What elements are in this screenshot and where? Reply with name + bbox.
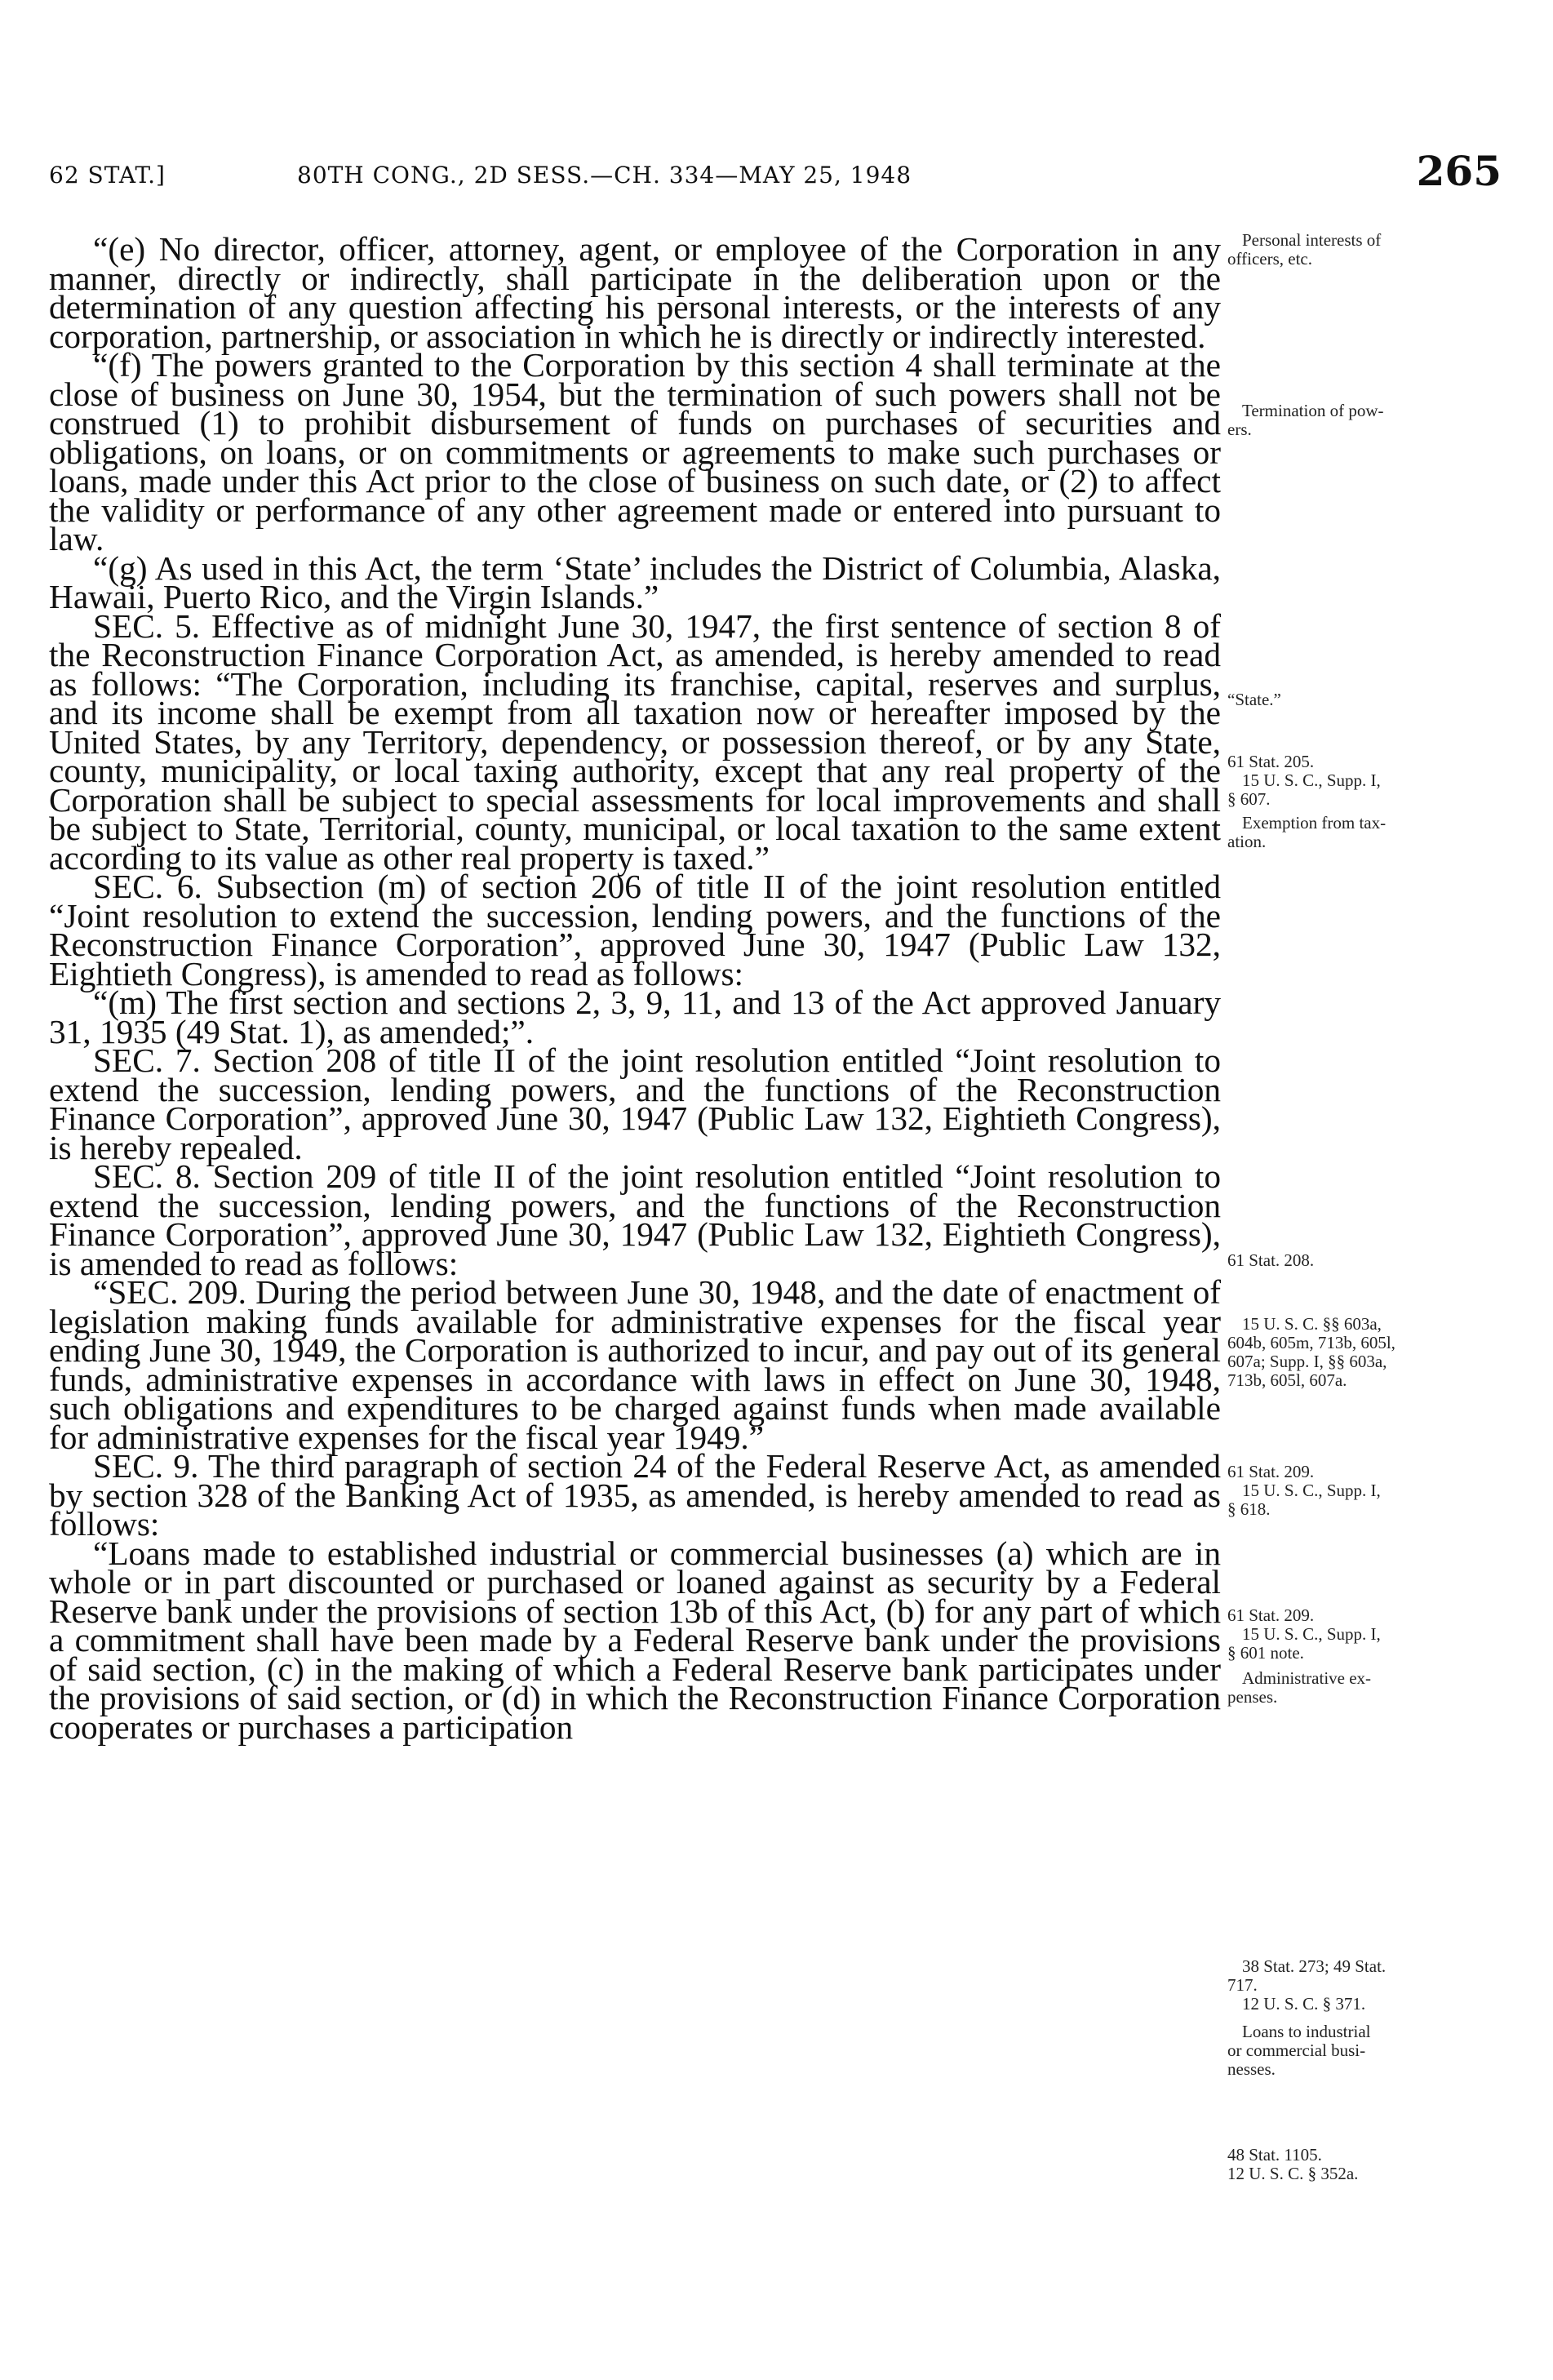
subsection-m-text: “(m) The first section and sections 2, 3, 9, 11, and 13 of the Act approved January 31, 1935 (49 Stat. 1), as amended;”. — [49, 984, 1221, 1050]
paragraph-4f-termination: “(f) The powers granted to the Corporation by this section 4 shall terminate at the close of business on June 30, 1954, but the termination of such powers shall not be construed (1) to prohibit disbursement of funds on purchases of securities and obligations, on loans, or on commitments or agreements to make such purchases or loans, made under this Act prior to the close of business on such date, or (2) to affect the validity or performance of any other agreement made or entered into pursuant to law. — [49, 346, 1221, 557]
margin-note-citation-sec5: 61 Stat. 205. 15 U. S. C., Supp. I, § 607. — [1227, 752, 1381, 809]
statute-body — [49, 230, 1221, 1746]
section-7-repeal: SEC. 7. Section 208 of title II of the joint resolution entitled “Joint resolution to extend the succession, lending powers, and the functions of the Reconstruction Finance Corporation”, approved June 30, 1947 (Public Law 132, Eightieth Congress), is hereby repealed. — [49, 1041, 1221, 1166]
page-header — [49, 122, 1502, 195]
margin-note-termination: Termination of pow- ers. — [1227, 401, 1384, 439]
paragraph-4g-state-definition: “(g) As used in this Act, the term ‘State’ includes the District of Columbia, Alaska, Hawaii, Puerto Rico, and the Virgin Islands.” — [49, 548, 1221, 615]
margin-note-administrative: Administrative ex- penses. — [1227, 1668, 1372, 1707]
statute-volume: 62 STAT.] — [49, 162, 166, 189]
session-chapter-date: 80TH CONG., 2D SESS.—CH. 334—MAY 25, 1948 — [297, 162, 912, 189]
margin-note-loans: Loans to industrial or commercial busi- nesses. — [1227, 2022, 1371, 2079]
paragraph-4e-conflict-of-interest: “(e) No director, officer, attorney, agent, or employee of the Corporation in any manner, directly or indirectly, shall participate in the deliberation upon or the determination of any question affecting his personal interests, or the interests of any corporation, partnership, or association in which he is directly or indirectly interested. — [49, 230, 1221, 355]
margin-note-state: “State.” — [1227, 690, 1281, 709]
margin-note-personal-interests: Personal interests of officers, etc. — [1227, 230, 1382, 269]
margin-note-citation-sec9: 38 Stat. 273; 49 Stat. 717. 12 U. S. C. § 371. — [1227, 1956, 1387, 2014]
section-5-tax-exemption: SEC. 5. Effective as of midnight June 30, 1947, the first sentence of section 8 of the Reconstruction Finance Corporation Act, as amended, is hereby amended to read as follows: “The Corporation, including its franchise, capital, reserves and surplus, and its income shall be exempt from all taxation now or hereafter imposed by the United States, by any Territory, dependency, or possession thereof, or by any State, county, municipality, or local taxing authority, except that any real property of the Corporation shall be subject to special assessments for local improvements and shall be subject to State, Territorial, county, municipal, or local taxation to the same extent according to its value as other real property is taxed.” — [49, 606, 1221, 877]
section-6-amendment: SEC. 6. Subsection (m) of section 206 of title II of the joint resolution entitled “Joint resolution to extend the succession, lending powers, and the functions of the Reconstruction Finance Corporation”, approved June 30, 1947 (Public Law 132, Eightieth Congress), is amended to read as follows: — [49, 868, 1221, 992]
margin-note-citation-sec8: 61 Stat. 209. 15 U. S. C., Supp. I, § 601 note. — [1227, 1605, 1381, 1663]
loans-paragraph: “Loans made to established industrial or commercial businesses (a) which are in whole or in part discounted or purchased or loaned against as security by a Federal Reserve bank under the provisions of section 13b of this Act, (b) for any part of which a commitment shall have been made by a Federal Reserve bank under the provisions of said section, (c) in the making of which a Federal Reserve bank participates under the provisions of said section, or (d) in which the Reconstruction Finance Corporation cooperates or purchases a participation — [49, 1534, 1221, 1746]
margin-note-exemption: Exemption from tax- ation. — [1227, 813, 1387, 851]
section-209-text: “SEC. 209. During the period between June 30, 1948, and the date of enactment of legislation making funds available for administrative expenses for the fiscal year ending June 30, 1949, the Corporation is authorized to incur, and pay out of its general funds, administrative expenses in accordance with laws in effect on June 30, 1948, such obligations and expenditures to be charged against funds when made available for administrative expenses for the fiscal year 1949.” — [49, 1273, 1221, 1456]
margin-note-citation-usc: 15 U. S. C. §§ 603a, 604b, 605m, 713b, 605l, 607a; Supp. I, §§ 603a, 713b, 605l, 607a. — [1227, 1314, 1395, 1390]
section-8-amendment: SEC. 8. Section 209 of title II of the joint resolution entitled “Joint resolution to extend the succession, lending powers, and the functions of the Reconstruction Finance Corporation”, approved June 30, 1947 (Public Law 132, Eightieth Congress), is amended to read as follows: — [49, 1157, 1221, 1282]
margin-note-citation-13b: 48 Stat. 1105. 12 U. S. C. § 352a. — [1227, 2145, 1359, 2183]
page-number: 265 — [1416, 147, 1502, 195]
margin-note-citation-sec6: 61 Stat. 208. — [1227, 1250, 1315, 1270]
margin-note-citation-sec7: 61 Stat. 209. 15 U. S. C., Supp. I, § 618. — [1227, 1462, 1381, 1519]
section-9-amendment: SEC. 9. The third paragraph of section 24 of the Federal Reserve Act, as amended by section 328 of the Banking Act of 1935, as amended, is hereby amended to read as follows: — [49, 1447, 1221, 1543]
